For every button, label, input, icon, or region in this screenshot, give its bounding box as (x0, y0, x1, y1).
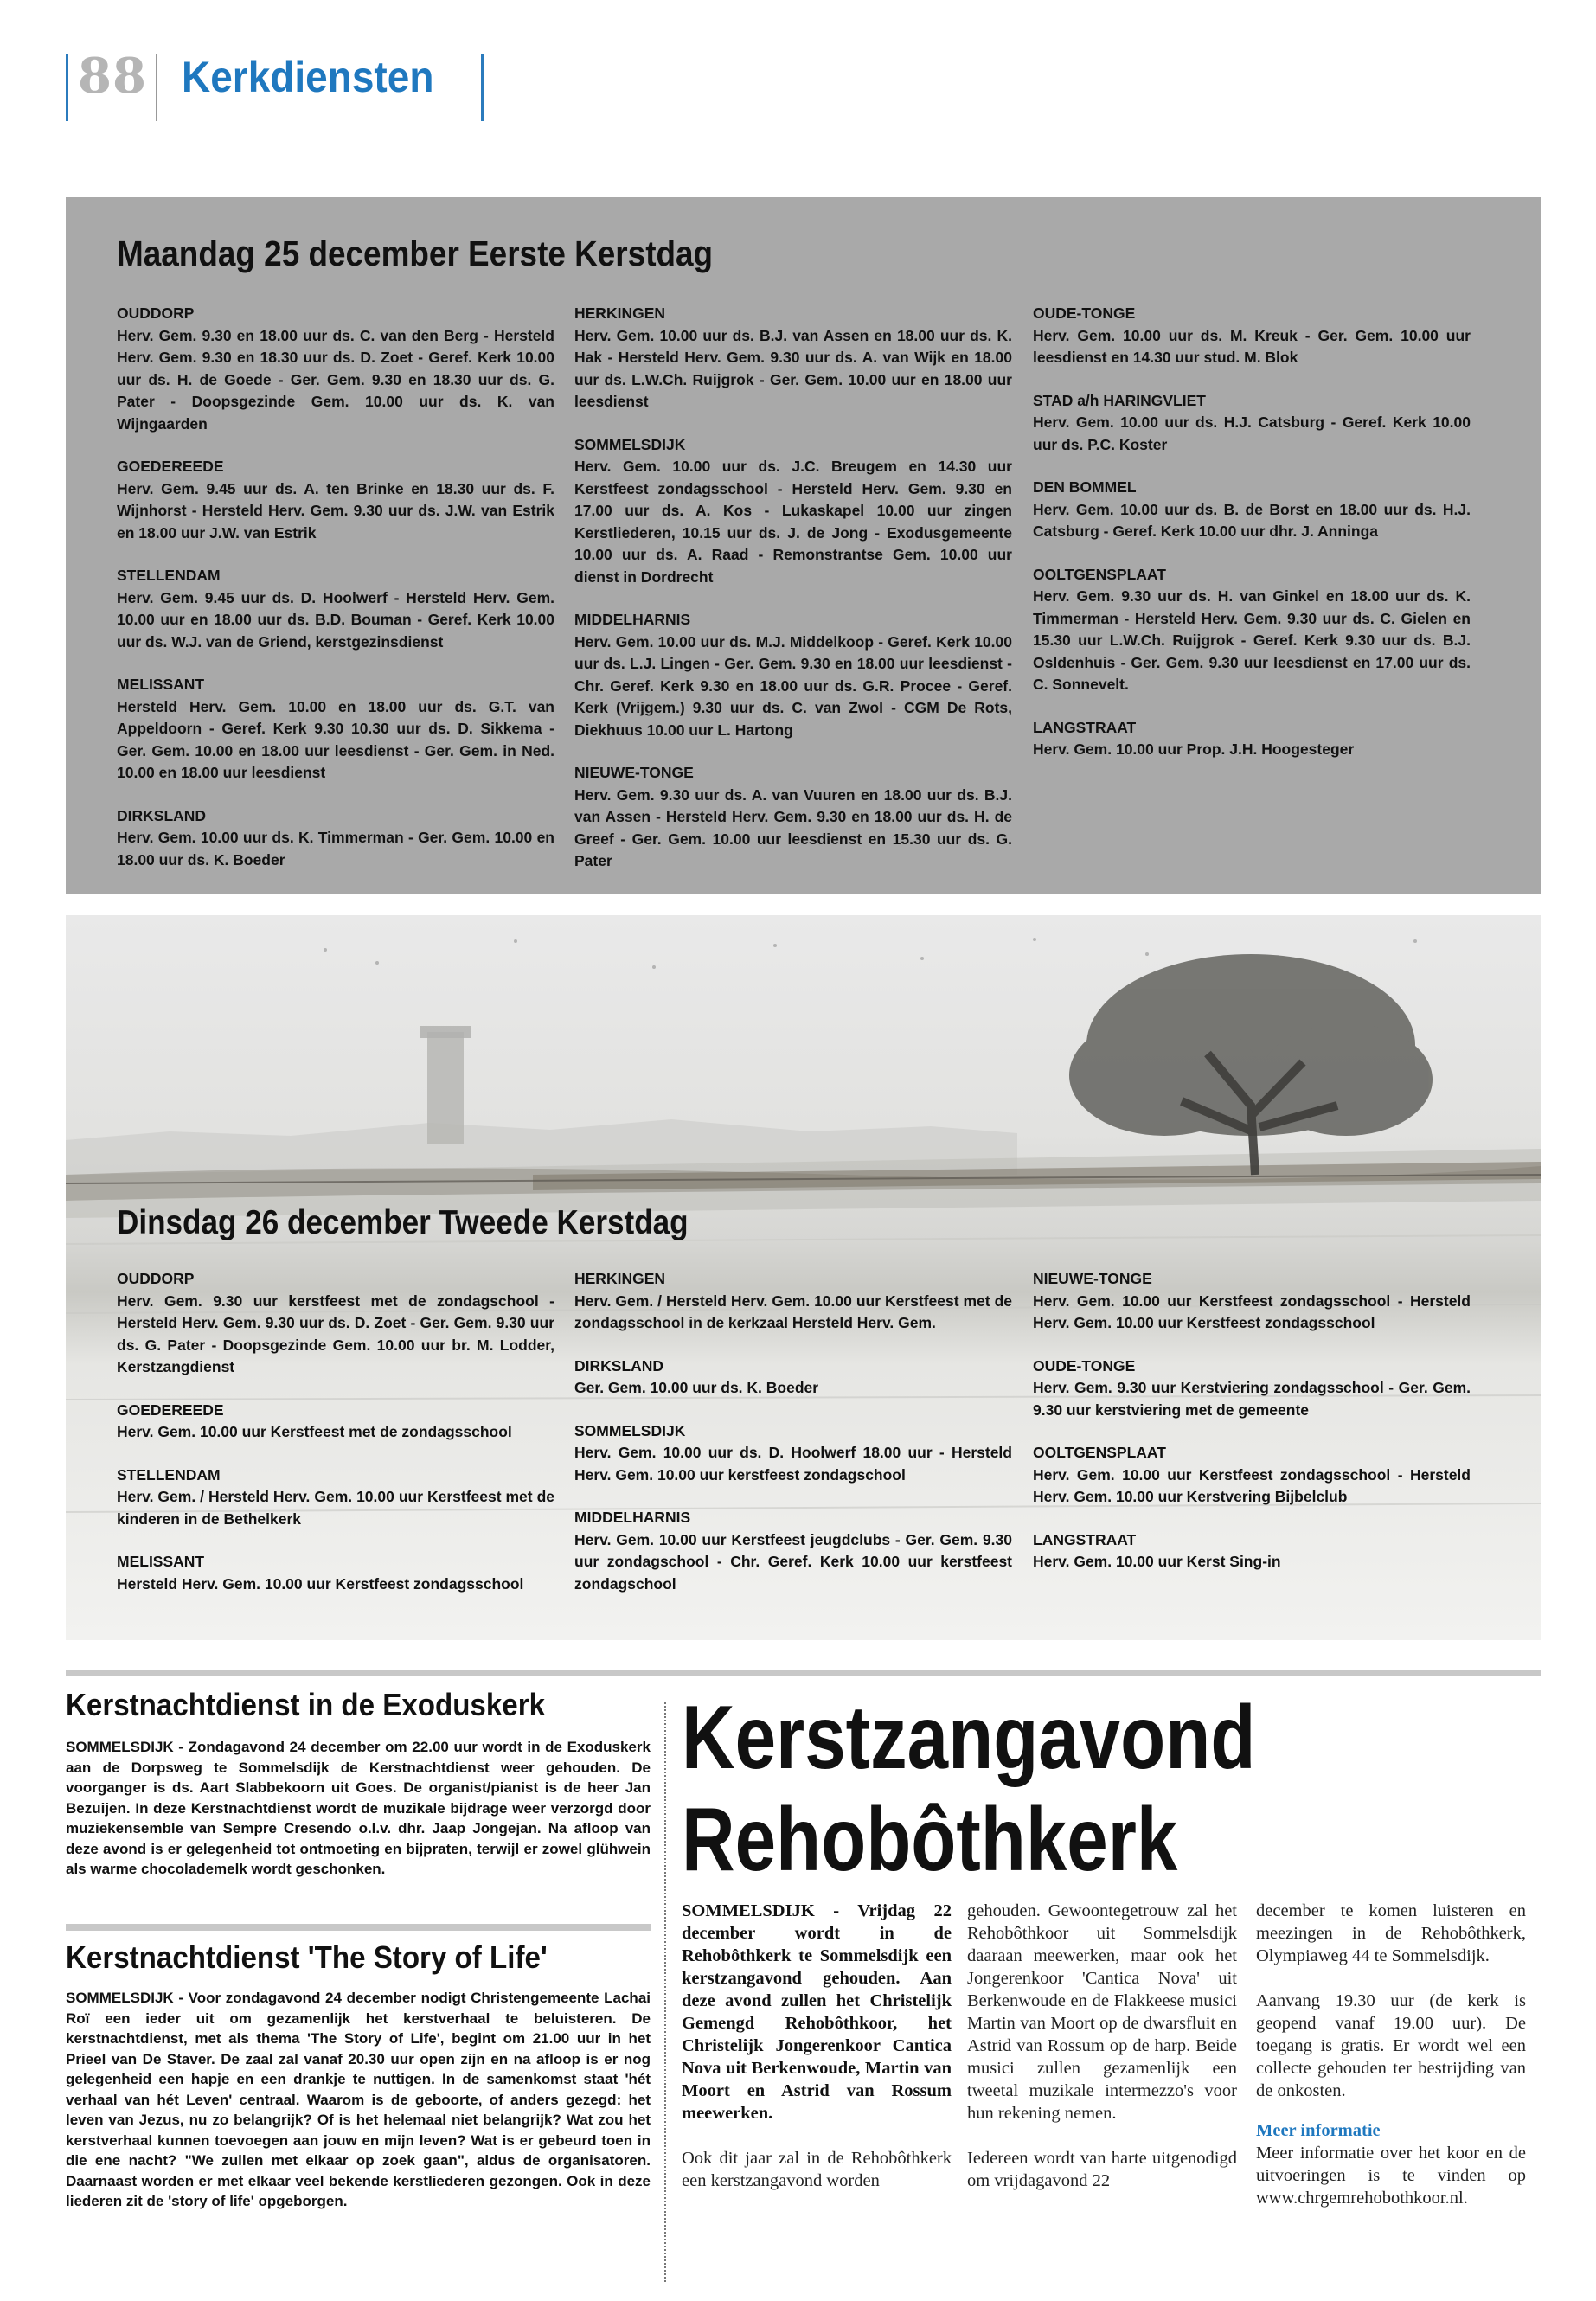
place-name: OUDDORP (117, 1270, 195, 1287)
service-block (1033, 303, 1471, 369)
place-name: DIRKSLAND (574, 1356, 664, 1375)
feature-more (1256, 2119, 1526, 2209)
service-text: Hersteld Herv. Gem. 10.00 en 18.00 uur ds. G.T. van Appeldoorn - Geref. Kerk 9.30 10.30 uur ds. D. Sikkema - Ger. Gem. 10.00 en 18.00 uur leesdienst - Ger. Gem. in Ned. 10.00 en 18.00 uur leesdienst (117, 697, 554, 781)
service-block (574, 1268, 1012, 1335)
service-block (574, 434, 1012, 589)
place-name: LANGSTRAAT (1033, 718, 1137, 736)
place-name: LANGSTRAAT (1033, 1530, 1137, 1548)
service-text: Herv. Gem. 10.00 uur ds. B.J. van Assen en 18.00 uur ds. K. Hak - Hersteld Herv. Gem. 9.30 uur ds. A. van Wijk en 18.00 uur ds. L.W.Ch. Ruijgrok - Ger. Gem. 10.00 uur en 18.00 uur leesdienst (574, 326, 1012, 410)
header-bar-right (481, 54, 484, 121)
article1-body: SOMMELSDIJK - Zondagavond 24 december om 22.00 uur wordt in de Exoduskerk aan de Dorpsweg te Sommelsdijk de Kerstnachtdienst weer gehouden. De voorganger is ds. Aart Slabbekoorn uit Goes. De organist/pianist is de heer Jan Bezuijen. In deze Kerstnachtdienst wordt de muzikale bijdrage weer verzorgd door muziekensemble van Sempre Cresendo o.l.v. dhr. Jaap Jongejan. Na afloop van deze avond is er gelegenheid tot ontmoeting en bijpraten, terwijl er zowel glühwein als warme chocolademelk wordt geschonken. (66, 1739, 651, 1877)
service-block (117, 674, 554, 785)
more-info-text: Meer informatie over het koor en de uitvoeringen is te vinden op www.chrgemrehobothkoor.nl. (1256, 2144, 1526, 2208)
feature-col-1 (682, 1900, 952, 2214)
column-separator (664, 1702, 666, 2282)
service-block (117, 1268, 554, 1379)
place-name: MIDDELHARNIS (574, 611, 691, 628)
place-name: GOEDEREEDE (117, 458, 224, 475)
service-block (117, 303, 554, 435)
service-text: Herv. Gem. 10.00 uur ds. K. Timmerman - Ger. Gem. 10.00 en 18.00 uur ds. K. Boeder (117, 829, 554, 868)
place-name: NIEUWE-TONGE (574, 764, 694, 781)
place-name: OUDDORP (117, 304, 195, 322)
page-number: 88 (78, 48, 147, 105)
service-block (1033, 1442, 1471, 1509)
feature-col-3 (1256, 1900, 1526, 2232)
service-block (1033, 564, 1471, 696)
day1-col-3 (1033, 303, 1471, 782)
feature-title-line1: Kerstzangavond (682, 1688, 1256, 1788)
service-text: Herv. Gem. 9.30 en 18.00 uur ds. C. van den Berg - Hersteld Herv. Gem. 9.30 en 18.30 uur ds. D. Zoet - Geref. Kerk 10.00 uur ds. H. de Goede - Ger. Gem. 9.30 en 18.30 uur ds. G. Pater - Doopsgezinde Gem. 10.00 uur ds. K. van Wijngaarden (117, 326, 554, 433)
day2-col-3 (1033, 1268, 1471, 1594)
service-text: Ger. Gem. 10.00 uur ds. K. Boeder (574, 1379, 819, 1396)
place-name: SOMMELSDIJK (574, 435, 686, 453)
service-block (1033, 717, 1471, 761)
day1-col-1 (117, 303, 554, 892)
place-name: STAD a/h HARINGVLIET (1033, 391, 1206, 409)
service-text: Herv. Gem. 9.30 uur ds. A. van Vuuren en 18.00 uur ds. B.J. van Assen - Hersteld Herv. Gem. 9.30 en 18.00 uur ds. H. de Greef - Ger. Gem. 10.00 uur leesdienst en 15.30 uur ds. G. Pater (574, 785, 1012, 869)
place-name: OOLTGENSPLAAT (1033, 565, 1166, 583)
service-block (117, 456, 554, 544)
service-text: Herv. Gem. 10.00 uur Prop. J.H. Hoogesteger (1033, 740, 1355, 758)
service-text: Herv. Gem. 10.00 uur ds. D. Hoolwerf 18.00 uur - Hersteld Herv. Gem. 10.00 uur kerstfeest zondagschool (574, 1444, 1012, 1484)
service-text: Herv. Gem. 9.45 uur ds. A. ten Brinke en 18.30 uur ds. F. Wijnhorst - Hersteld Herv. Gem. 9.30 uur ds. J.W. van Estrik en 18.00 uur J.W. van Estrik (117, 479, 554, 542)
service-text: Herv. Gem. 10.00 uur ds. B. de Borst en 18.00 uur ds. H.J. Catsburg - Geref. Kerk 10.00 uur dhr. J. Anninga (1033, 500, 1471, 540)
service-text: Herv. Gem. / Hersteld Herv. Gem. 10.00 uur Kerstfeest met de kinderen in de Bethelkerk (117, 1488, 554, 1528)
place-name: NIEUWE-TONGE (1033, 1270, 1152, 1287)
service-text: Herv. Gem. 10.00 uur Kerst Sing-in (1033, 1553, 1281, 1570)
header-bar-left (66, 54, 68, 121)
article1-title: Kerstnachtdienst in de Exoduskerk (66, 1687, 546, 1722)
more-info-heading: Meer informatie (1256, 2121, 1381, 2140)
feature-p1: Ook dit jaar zal in de Rehobôthkerk een kerstzangavond worden (682, 2149, 952, 2190)
place-name: MELISSANT (117, 676, 205, 693)
feature-p3: Iedereen wordt van harte uitgenodigd om vrijdagavond 22 (967, 2149, 1237, 2190)
service-text: Herv. Gem. 10.00 uur Kerstfeest zondagsschool - Hersteld Herv. Gem. 10.00 uur Kerstvering Bijbelclub (1033, 1465, 1471, 1505)
place-name: STELLENDAM (117, 567, 221, 584)
place-name: HERKINGEN (574, 304, 666, 322)
place-name: MIDDELHARNIS (574, 1509, 691, 1526)
service-text: Herv. Gem. 9.30 uur Kerstviering zondagsschool - Ger. Gem. 9.30 uur kerstviering met de gemeente (1033, 1379, 1471, 1419)
place-name: STELLENDAM (117, 1465, 221, 1484)
service-block (1033, 477, 1471, 543)
service-text: Herv. Gem. 9.30 uur kerstfeest met de zondagschool - Hersteld Herv. Gem. 9.30 uur ds. D. Zoet - Ger. Gem. 9.30 uur ds. G. Pater - Doopsgezinde Gem. 10.00 uur br. M. Lodder, Kerstzangdienst (117, 1292, 554, 1375)
header-bar-mid (156, 54, 157, 121)
service-block (574, 1420, 1012, 1487)
service-text: Hersteld Herv. Gem. 10.00 uur Kerstfeest zondagsschool (117, 1574, 524, 1593)
service-block (574, 609, 1012, 741)
place-name: OUDE-TONGE (1033, 1356, 1136, 1375)
place-name: MELISSANT (117, 1553, 205, 1570)
service-text: Herv. Gem. 10.00 uur Kerstfeest jeugdclubs - Ger. Gem. 9.30 uur zondagschool - Chr. Geref. Kerk 10.00 uur kerstfeest zondagschool (574, 1530, 1012, 1593)
article2-title: Kerstnachtdienst 'The Story of Life' (66, 1939, 548, 1975)
place-name: DEN BOMMEL (1033, 478, 1137, 496)
service-text: Herv. Gem. 9.30 uur ds. H. van Ginkel en 18.00 uur ds. K. Timmerman - Hersteld Herv. Gem. 9.30 uur ds. C. Gielen en 15.30 uur L.W.Ch. Ruijgrok - Geref. Kerk 9.30 uur ds. B.J. Osldenhuis - Ger. Gem. 9.30 uur leesdienst en 17.00 uur ds. C. Sonnevelt. (1033, 587, 1471, 693)
day2-col-2 (574, 1268, 1012, 1616)
service-block (574, 762, 1012, 873)
place-name: OOLTGENSPLAAT (1033, 1444, 1166, 1461)
service-block (117, 565, 554, 653)
service-text: Herv. Gem. 9.45 uur ds. D. Hoolwerf - Hersteld Herv. Gem. 10.00 uur en 18.00 uur ds. B.D. Bouman - Geref. Kerk 10.00 uur ds. W.J. van de Griend, kerstgezinsdienst (117, 588, 554, 651)
service-block (1033, 1268, 1471, 1335)
service-block (117, 1551, 554, 1595)
day1-col-2 (574, 303, 1012, 894)
article2-body: SOMMELSDIJK - Voor zondagavond 24 december nodigt Christengemeente Lachai Roï een ieder uit om gezamenlijk het kerstverhaal te beluisteren. De kerstnachtdienst, met als thema 'The Story of Life', begint om 21.00 uur in het Prieel van De Staver. De zaal zal vanaf 20.30 uur open zijn en na afloop is er nog gelegenheid een hapje en een drankje te nuttigen. In de samenkomst staat 'hét verhaal van hét Leven' centraal. Waarom is de geboorte, of anders gezegd: het leven van Jezus, nu zo belangrijk? Of is het helemaal niet belangrijk? Wat zou het kerstverhaal kunnen toevoegen aan jouw en mijn leven? Wat is er gebeurd toen in die ene nacht? "We zullen met elkaar op zoek gaan", aldus de organisatoren. Daarnaast worden er met elkaar veel bekende kerstliederen gezongen. Ook in deze liederen zit de 'story of life' opgeborgen. (66, 1990, 651, 2209)
day2-heading: Dinsdag 26 december Tweede Kerstdag (117, 1204, 689, 1241)
article-divider (66, 1924, 651, 1931)
feature-p5: Aanvang 19.30 uur (de kerk is geopend vanaf 19.00 uur). De toegang is gratis. Er wordt wel een collecte gehouden ter bestrijding van de onkosten. (1256, 1991, 1526, 2100)
service-block (1033, 1356, 1471, 1422)
feature-title-line2: Rehobôthkerk (682, 1790, 1178, 1890)
service-text: Herv. Gem. 10.00 uur Kerstfeest met de zondagsschool (117, 1423, 512, 1440)
divider-rule (66, 1670, 1541, 1676)
service-block (574, 1356, 1012, 1400)
service-block (117, 1400, 554, 1444)
place-name: HERKINGEN (574, 1270, 666, 1287)
service-block (1033, 1529, 1471, 1574)
place-name: OUDE-TONGE (1033, 304, 1136, 322)
service-block (1033, 390, 1471, 457)
service-block (574, 1507, 1012, 1595)
feature-col-2 (967, 1900, 1237, 2214)
feature-p2: gehouden. Gewoontegetrouw zal het Rehobôthkoor uit Sommelsdijk daaraan meewerken, maar ook het Jongerenkoor 'Cantica Nova' uit Berkenwoude en de Flakkeese musici Martin van Moort op de dwarsfluit en Astrid van Rossum op de harp. Beide musici zullen gezamenlijk een tweetal muzikale intermezzo's voor hun rekening nemen. (967, 1901, 1237, 2123)
service-text: Herv. Gem. 10.00 uur ds. M.J. Middelkoop - Geref. Kerk 10.00 uur ds. L.J. Lingen - Ger. Gem. 9.30 en 18.00 uur leesdienst - Chr. Geref. Kerk 9.30 en 18.00 uur ds. G.R. Procee - Geref. Kerk (Vrijgem.) 9.30 uur ds. C. van Zwol - CGM De Rots, Diekhuus 10.00 uur L. Hartong (574, 632, 1012, 739)
day1-heading: Maandag 25 december Eerste Kerstdag (117, 234, 714, 273)
service-text: Herv. Gem. 10.00 uur Kerstfeest zondagsschool - Hersteld Herv. Gem. 10.00 uur Kerstfeest zondagsschool (1033, 1292, 1471, 1331)
place-name: DIRKSLAND (117, 806, 207, 824)
service-text: Herv. Gem. / Hersteld Herv. Gem. 10.00 uur Kerstfeest met de zondagsschool in de kerkzaal Hersteld Herv. Gem. (574, 1292, 1012, 1331)
service-text: Herv. Gem. 10.00 uur ds. H.J. Catsburg - Geref. Kerk 10.00 uur ds. P.C. Koster (1033, 413, 1471, 453)
service-block (117, 805, 554, 872)
feature-p4: december te komen luisteren en meezingen in de Rehobôthkerk, Olympiaweg 44 te Sommelsdijk. (1256, 1901, 1526, 1965)
service-block (117, 1465, 554, 1531)
section-title: Kerkdiensten (182, 53, 434, 101)
place-name: GOEDEREEDE (117, 1400, 224, 1419)
day2-col-1 (117, 1268, 554, 1616)
service-text: Herv. Gem. 10.00 uur ds. M. Kreuk - Ger. Gem. 10.00 uur leesdienst en 14.30 uur stud. M. Blok (1033, 326, 1471, 366)
service-block (574, 303, 1012, 413)
place-name: SOMMELSDIJK (574, 1421, 686, 1439)
feature-lead: SOMMELSDIJK - Vrijdag 22 december wordt in de Rehobôthkerk te Sommelsdijk een kerstzangavond gehouden. Aan deze avond zullen het Christelijk Gemengd Rehobôthkoor, het Christelijk Jongerenkoor Cantica Nova uit Berkenwoude, Martin van Moort en Astrid van Rossum meewerken. (682, 1901, 952, 2123)
service-text: Herv. Gem. 10.00 uur ds. J.C. Breugem en 14.30 uur Kerstfeest zondagsschool - Hersteld Herv. Gem. 9.30 en 17.00 uur ds. A. Kos - Lukaskapel 10.00 uur zingen Kerstliederen, 10.15 uur ds. J. de Jong - Exodusgemeente 10.00 uur ds. A. Raad - Remonstrantse Gem. 10.00 uur dienst in Dordrecht (574, 458, 1012, 586)
